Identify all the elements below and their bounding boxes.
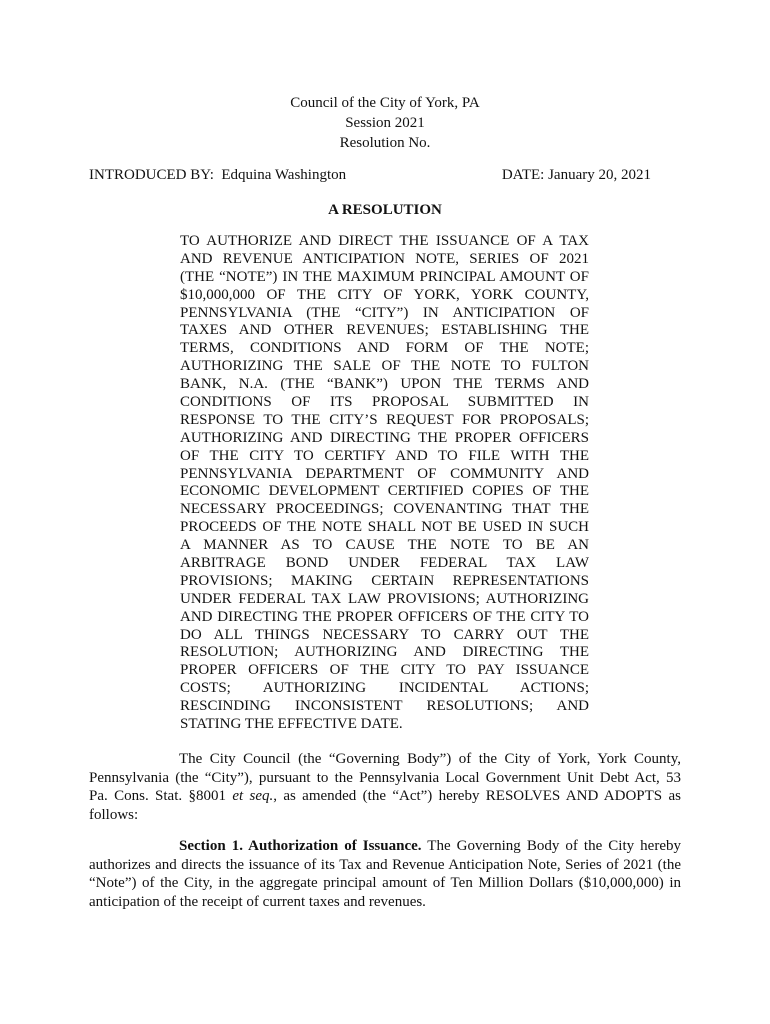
preamble-line: $10,000,000 OF THE CITY OF YORK, YORK COUNTY, <box>180 286 589 303</box>
paragraph-line: follows: <box>89 806 139 823</box>
intro-row <box>89 165 651 185</box>
paragraph-line <box>89 837 681 856</box>
document-header <box>0 93 770 153</box>
preamble-line: RESCINDING INCONSISTENT RESOLUTIONS; AND <box>180 698 589 715</box>
introduced-by: INTRODUCED BY: Edquina Washington <box>89 167 347 183</box>
preamble <box>180 233 589 734</box>
resolution-title: A RESOLUTION <box>328 202 442 218</box>
paragraph-text: Pa. Cons. Stat. §8001 <box>89 788 233 804</box>
preamble-line: TO AUTHORIZE AND DIRECT THE ISSUANCE OF A TAX <box>180 233 589 249</box>
preamble-line: STATING THE EFFECTIVE DATE. <box>180 716 403 733</box>
preamble-line: TAXES AND OTHER REVENUES; ESTABLISHING THE <box>180 322 589 339</box>
paragraph-text: The City Council (the “Governing Body”) of the City of York, York County, <box>179 751 681 767</box>
preamble-line: AND DIRECTING THE PROPER OFFICERS OF THE CITY TO <box>180 608 589 625</box>
council-name: Council of the City of York, PA <box>290 95 480 111</box>
preamble-line: RESOLUTION; AUTHORIZING AND DIRECTING THE <box>180 644 589 661</box>
preamble-line: PROPER OFFICERS OF THE CITY TO PAY ISSUANCE <box>180 662 589 679</box>
paragraph-line <box>89 787 681 806</box>
paragraph-line: anticipation of the receipt of current taxes and revenues. <box>89 893 426 910</box>
session-label: Session 2021 <box>345 115 425 131</box>
preamble-line: OF THE CITY TO CERTIFY AND TO FILE WITH THE <box>180 447 589 464</box>
preamble-line: AUTHORIZING AND DIRECTING THE PROPER OFFICERS <box>180 429 589 446</box>
paragraph-text: The Governing Body of the City hereby <box>421 838 681 854</box>
resolution-date: DATE: January 20, 2021 <box>501 167 651 183</box>
preamble-line: PENNSYLVANIA DEPARTMENT OF COMMUNITY AND <box>180 465 589 482</box>
section-1-paragraph <box>89 837 681 911</box>
preamble-line: ECONOMIC DEVELOPMENT CERTIFIED COPIES OF THE <box>180 483 589 500</box>
preamble-line: RESPONSE TO THE CITY’S REQUEST FOR PROPOSALS; <box>180 411 589 428</box>
preamble-line: AND REVENUE ANTICIPATION NOTE, SERIES OF 2021 <box>180 250 589 267</box>
paragraph-line: Pennsylvania (the “City”), pursuant to the Pennsylvania Local Government Unit Debt Act, 53 <box>89 769 681 786</box>
et-seq-italic: et seq. <box>232 788 274 804</box>
preamble-line: UNDER FEDERAL TAX LAW PROVISIONS; AUTHORIZING <box>180 590 589 607</box>
paragraph-line: authorizes and directs the issuance of its Tax and Revenue Anticipation Note, Series of 2021 (the <box>89 856 681 873</box>
paragraph-line <box>89 750 681 769</box>
preamble-line: PROCEEDS OF THE NOTE SHALL NOT BE USED IN SUCH <box>180 519 589 536</box>
preamble-line: TERMS, CONDITIONS AND FORM OF THE NOTE; <box>180 340 589 357</box>
preamble-line: AUTHORIZING THE SALE OF THE NOTE TO FULTON <box>180 358 589 375</box>
preamble-line: ARBITRAGE BOND UNDER FEDERAL TAX LAW <box>180 555 589 572</box>
preamble-line: DO ALL THINGS NECESSARY TO CARRY OUT THE <box>180 626 589 643</box>
preamble-line: COSTS; AUTHORIZING INCIDENTAL ACTIONS; <box>180 680 589 697</box>
preamble-line: (THE “NOTE”) IN THE MAXIMUM PRINCIPAL AMOUNT OF <box>180 268 589 285</box>
paragraph-line: “Note”) of the City, in the aggregate principal amount of Ten Million Dollars ($10,000,000) in <box>89 875 681 891</box>
section-1-heading: Section 1. Authorization of Issuance. <box>179 838 422 854</box>
resolution-number: Resolution No. <box>339 135 431 151</box>
paragraph-text: , as amended (the “Act”) hereby RESOLVES AND ADOPTS as <box>273 788 681 804</box>
recital-paragraph <box>89 750 681 824</box>
preamble-line: CONDITIONS OF ITS PROPOSAL SUBMITTED IN <box>180 394 589 411</box>
preamble-line: A MANNER AS TO CAUSE THE NOTE TO BE AN <box>180 537 589 554</box>
preamble-line: NECESSARY PROCEEDINGS; COVENANTING THAT THE <box>180 501 589 518</box>
preamble-line: PENNSYLVANIA (THE “CITY”) IN ANTICIPATION OF <box>180 304 589 321</box>
preamble-line: PROVISIONS; MAKING CERTAIN REPRESENTATIONS <box>180 572 589 589</box>
preamble-line: BANK, N.A. (THE “BANK”) UPON THE TERMS AND <box>180 376 589 393</box>
